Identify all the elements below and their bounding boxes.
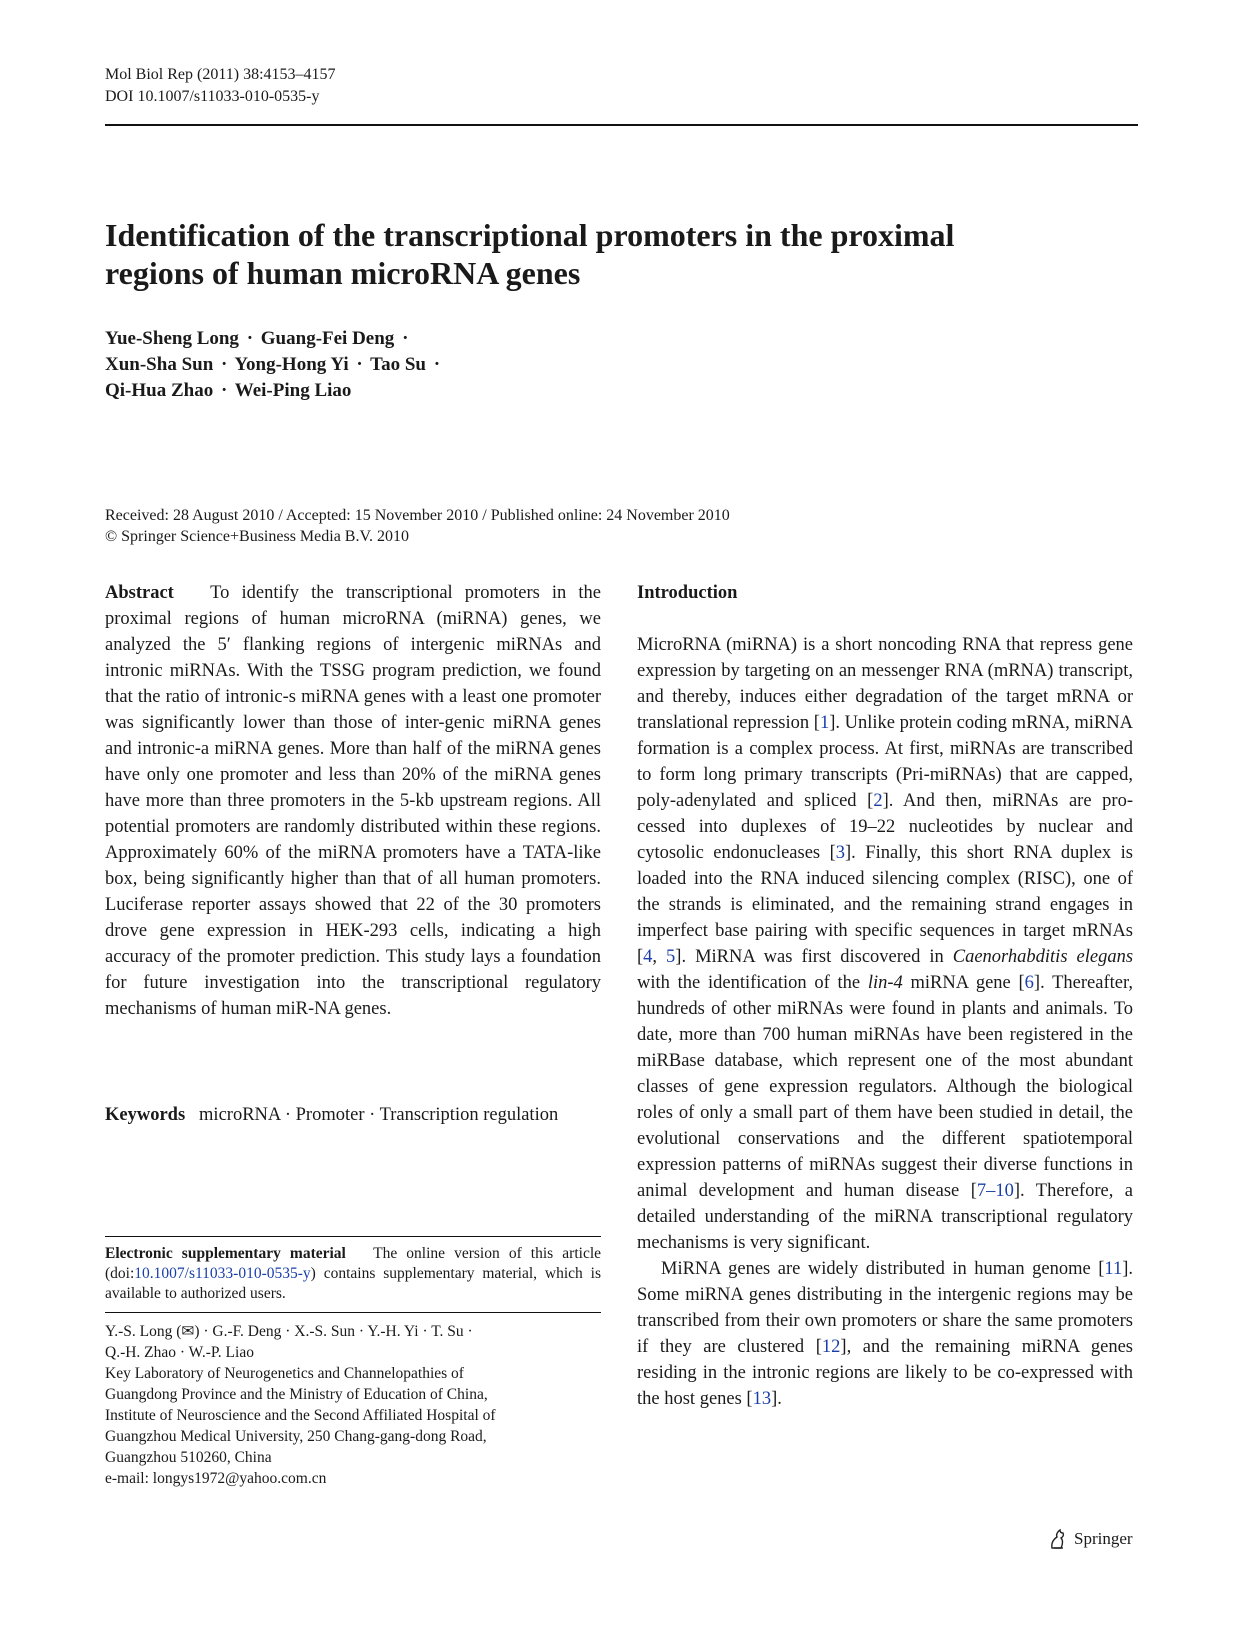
author-list xyxy=(105,326,443,404)
abstract-section xyxy=(105,580,601,1022)
citation-link[interactable]: 6 xyxy=(1024,973,1034,993)
esm-doi-link[interactable]: 10.1007/s11033-010-0535-y xyxy=(134,1265,311,1282)
doi-line: DOI 10.1007/s11033-010-0535-y xyxy=(105,88,320,105)
citation-link[interactable]: 12 xyxy=(821,1337,841,1357)
author-separator: · xyxy=(433,354,441,375)
springer-logo xyxy=(1048,1528,1133,1550)
dates-line: Received: 28 August 2010 / Accepted: 15 November 2010 / Published online: 24 November 2010 xyxy=(105,507,730,524)
author-name: Qi-Hua Zhao xyxy=(105,380,214,401)
gene-name: lin-4 xyxy=(867,973,903,993)
journal-citation: Mol Biol Rep (2011) 38:4153–4157 xyxy=(105,66,336,83)
species-name: Caenorhabditis elegans xyxy=(952,947,1134,967)
affil-lab-line-4: Guangzhou Medical University, 250 Chang-gang-dong Road, xyxy=(105,1428,487,1445)
intro-paragraph-2 xyxy=(637,1256,1133,1412)
author-separator: · xyxy=(221,354,228,375)
intro-paragraph-1 xyxy=(637,632,1133,1256)
intro-text: ]. Some miRNA genes distributing in the intergenic regions may be transcribed from their own promoters or share the same promoters if they are clustered [ xyxy=(637,1259,1133,1357)
intro-text: miRNA gene [ xyxy=(902,973,1025,993)
title-line-1: Identification of the transcriptional promoters in the proximal xyxy=(105,217,955,253)
intro-text: ]. Thereafter, hundreds of other miRNAs were found in plants and animals. To date, more than 700 human miRNAs have been registered in the miRBase database, which represent one of the most abundant classes of gene expression regulators. Although the biological roles of only a small part of them have been studied in detail, the evolutional conservations and the different spatiotemporal expression patterns of miRNAs suggest their diverse functions in animal development and human disease [ xyxy=(637,973,1133,1201)
author-separator: · xyxy=(246,328,254,349)
intro-text: ]. Unlike protein coding mRNA, miRNA formation is a complex process. At first, miRNAs are transcribed to form long primary transcripts (Pri-miRNAs) that are capped, poly-adenylated and spliced [ xyxy=(637,713,1133,811)
intro-text: MicroRNA (miRNA) is a short noncoding RNA that repress gene expression by targeting on an messenger RNA (mRNA) transcript, and thereby, induces either degradation of the target mRNA or translational repression [ xyxy=(637,635,1133,733)
affiliation-rule xyxy=(105,1312,601,1313)
citation-link[interactable]: 13 xyxy=(752,1389,772,1409)
author-name: Tao Su xyxy=(370,354,426,375)
abstract-heading: Abstract xyxy=(105,583,174,603)
journal-header xyxy=(105,64,336,108)
affil-lab-line-2: Guangdong Province and the Ministry of Education of China, xyxy=(105,1386,488,1403)
citation-link[interactable]: 2 xyxy=(873,791,883,811)
header-rule xyxy=(105,124,1138,126)
intro-text: with the identification of the xyxy=(637,973,868,993)
keywords-text: microRNA · Promoter · Transcription regulation xyxy=(199,1105,559,1125)
esm-text-before: The online version of this article (doi: xyxy=(105,1245,602,1282)
author-separator: · xyxy=(402,328,409,349)
affil-lab-line-3: Institute of Neuroscience and the Second Affiliated Hospital of xyxy=(105,1407,496,1424)
authors-line-1 xyxy=(105,326,443,352)
affil-lab-line-5: Guangzhou 510260, China xyxy=(105,1449,272,1466)
citation-link[interactable]: 1 xyxy=(819,713,830,733)
citation-link[interactable]: 3 xyxy=(835,843,846,863)
publication-dates xyxy=(105,505,730,547)
intro-text: ], and the remaining miRNA genes residing in the intronic regions are likely to be co-expressed with the host genes [ xyxy=(637,1337,1133,1409)
esm-heading: Electronic supplementary material xyxy=(105,1245,346,1262)
author-name: Xun-Sha Sun xyxy=(105,354,214,375)
citation-link[interactable]: 4 xyxy=(643,947,653,967)
keywords-section xyxy=(105,1102,601,1128)
keywords-heading: Keywords xyxy=(105,1105,186,1125)
authors-line-2 xyxy=(105,352,443,378)
intro-text: ]. Therefore, a detailed understanding of the miRNA transcriptional regulatory mechanisms is very significant. xyxy=(637,1181,1133,1253)
author-name: Yong-Hong Yi xyxy=(234,354,349,375)
author-separator: · xyxy=(220,380,228,401)
esm-text-after: ) contains supplementary material, which is available to authorized users. xyxy=(105,1265,601,1302)
intro-text: MiRNA genes are widely distributed in human genome [ xyxy=(661,1259,1105,1279)
author-separator: · xyxy=(356,354,363,375)
author-name: Yue-Sheng Long xyxy=(105,328,239,349)
springer-horse-icon xyxy=(1048,1528,1068,1550)
abstract-text: To identify the transcriptional promoters in the proximal regions of human microRNA (miRNA) genes, we analyzed the 5′ flanking regions of intergenic miRNAs and intronic miRNAs. With the TSSG program prediction, we found that the ratio of intronic-s miRNA genes with a least one promoter was significantly lower than those of inter-genic miRNA genes and intronic-a miRNA genes. More than half of the miRNA genes have only one promoter and less than 20% of the miRNA genes have more than three promoters in the 5-kb upstream regions. All potential promoters are randomly distributed within these regions. Approximately 60% of the miRNA promoters have a TATA-like box, being significantly higher than that of all human promoters. Luciferase reporter assays showed that 22 of the 30 promoters drove gene expression in HEK-293 cells, indicating a high accuracy of the promoter prediction. This study lays a foundation for future investigation into the transcriptional regulatory mechanisms of human miR-NA genes. xyxy=(105,583,601,1019)
intro-text: ]. xyxy=(771,1389,782,1409)
affil-authors-line-2: Q.-H. Zhao · W.-P. Liao xyxy=(105,1344,254,1361)
publisher-name: Springer xyxy=(1074,1529,1133,1548)
citation-link[interactable]: 11 xyxy=(1104,1259,1123,1279)
copyright-line: © Springer Science+Business Media B.V. 2010 xyxy=(105,528,409,545)
citation-link[interactable]: 7–10 xyxy=(976,1181,1014,1201)
affiliation-block xyxy=(105,1321,601,1489)
esm-note xyxy=(105,1244,601,1304)
introduction-section xyxy=(637,580,1133,1412)
intro-text: ]. MiRNA was first discovered in xyxy=(675,947,953,967)
authors-line-3 xyxy=(105,378,443,404)
citation-link[interactable]: 5 xyxy=(666,947,676,967)
intro-text: , xyxy=(652,947,667,967)
introduction-heading: Introduction xyxy=(637,583,738,603)
article-title xyxy=(105,216,1105,292)
esm-rule xyxy=(105,1236,601,1237)
intro-text: ]. Finally, this short RNA duplex is loaded into the RNA induced silencing complex (RISC), one of the strands is eliminated, and the remaining strand engages in imperfect base pairing with specific sequences in target mRNAs [ xyxy=(637,843,1133,967)
intro-text: ]. And then, miRNAs are pro-cessed into duplexes of 19–22 nucleotides by nuclear and cytosolic endonucleases [ xyxy=(637,791,1133,863)
title-line-2: regions of human microRNA genes xyxy=(105,255,581,291)
affil-lab-line-1: Key Laboratory of Neurogenetics and Channelopathies of xyxy=(105,1365,464,1382)
author-name: Wei-Ping Liao xyxy=(234,380,352,401)
affil-authors-line-1: Y.-S. Long (✉) · G.-F. Deng · X.-S. Sun · Y.-H. Yi · T. Su · xyxy=(105,1323,473,1340)
affil-email[interactable]: e-mail: longys1972@yahoo.com.cn xyxy=(105,1470,327,1487)
author-name: Guang-Fei Deng xyxy=(260,328,395,349)
